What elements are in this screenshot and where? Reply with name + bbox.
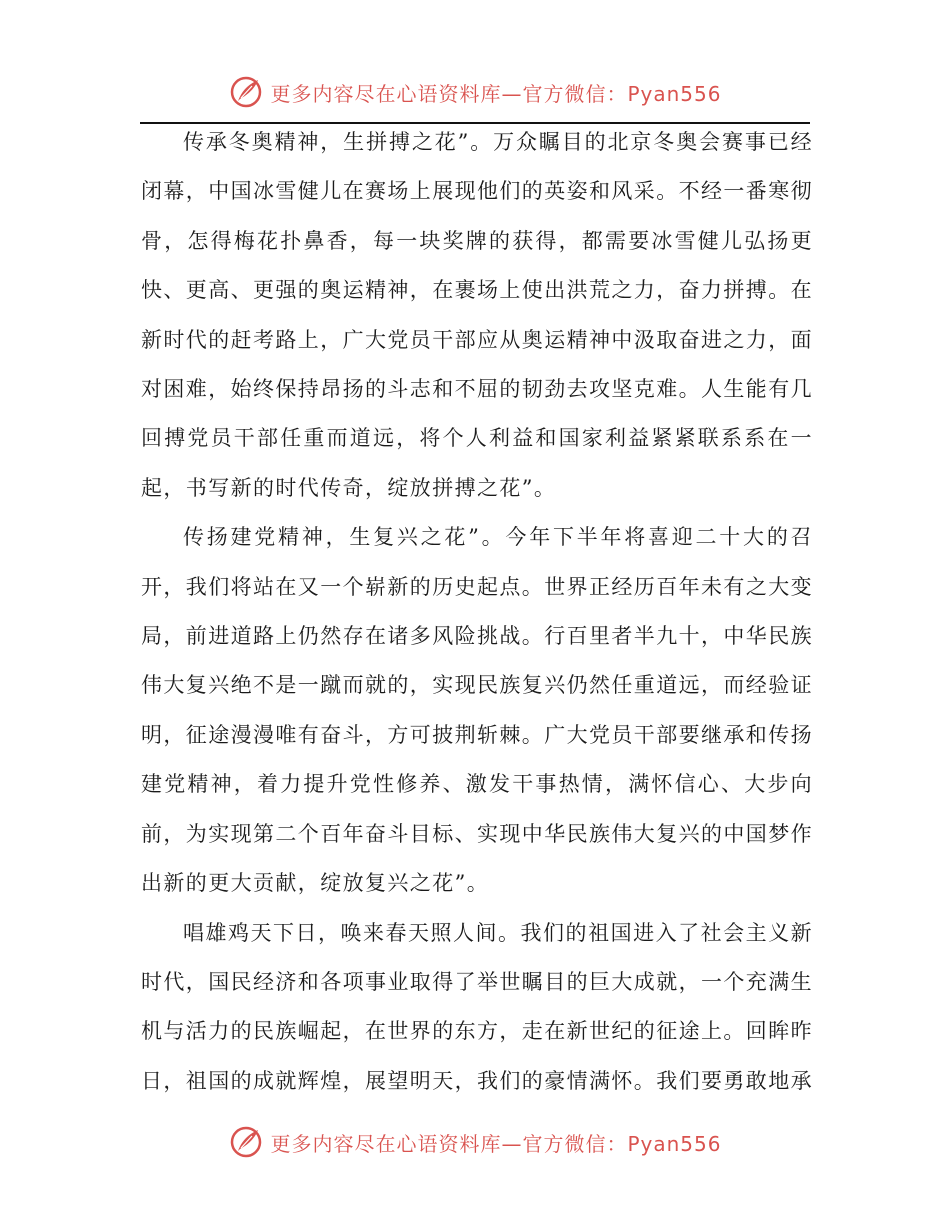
banner-text: 更多内容尽在心语资料库—官方微信：Pyan556 <box>270 81 722 106</box>
paragraph-1: 传承冬奥精神，生拼搏之花”。万众瞩目的北京冬奥会赛事已经闭幕，中国冰雪健儿在赛场上展现他们的英姿和风采。不经一番寒彻骨，怎得梅花扑鼻香，每一块奖牌的获得，都需要冰雪健儿弘扬更快、更高、更强的奥运精神，在裹场上使出洪荒之力，奋力拼搏。在新时代的赶考路上，广大党员干部应从奥运精神中汲取奋进之力，面对困难，始终保持昂扬的斗志和不屈的韧劲去攻坚克难。人生能有几回搏党员干部任重而道远，将个人利益和国家利益紧紧联系系在一起，书写新的时代传奇，绽放拼搏之花”。 <box>141 130 813 500</box>
banner-text: 更多内容尽在心语资料库—官方微信：Pyan556 <box>270 1131 722 1156</box>
document-body <box>141 118 813 1106</box>
red-feather-emblem-icon <box>228 1124 264 1160</box>
paragraph-2: 传扬建党精神，生复兴之花”。今年下半年将喜迎二十大的召开，我们将站在又一个崭新的历史起点。世界正经历百年未有之大变局，前进道路上仍然存在诸多风险挑战。行百里者半九十，中华民族伟大复兴绝不是一蹴而就的，实现民族复兴仍然任重道远，而经验证明，征途漫漫唯有奋斗，方可披荆斩棘。广大党员干部要继承和传扬建党精神，着力提升党性修养、激发干事热情，满怀信心、大步向前，为实现第二个百年奋斗目标、实现中华民族伟大复兴的中国梦作出新的更大贡献，绽放复兴之花”。 <box>141 525 813 896</box>
red-feather-emblem-icon <box>228 74 264 110</box>
header-banner <box>0 72 950 112</box>
footer-banner <box>0 1122 950 1162</box>
paragraph-3: 唱雄鸡天下日，唤来春天照人间。我们的祖国进入了社会主义新时代，国民经济和各项事业取得了举世瞩目的巨大成就，一个充满生机与活力的民族崛起，在世界的东方，走在新世纪的征途上。回眸昨日，祖国的成就辉煌，展望明天，我们的豪情满怀。我们要勇敢地承 <box>141 920 813 1093</box>
